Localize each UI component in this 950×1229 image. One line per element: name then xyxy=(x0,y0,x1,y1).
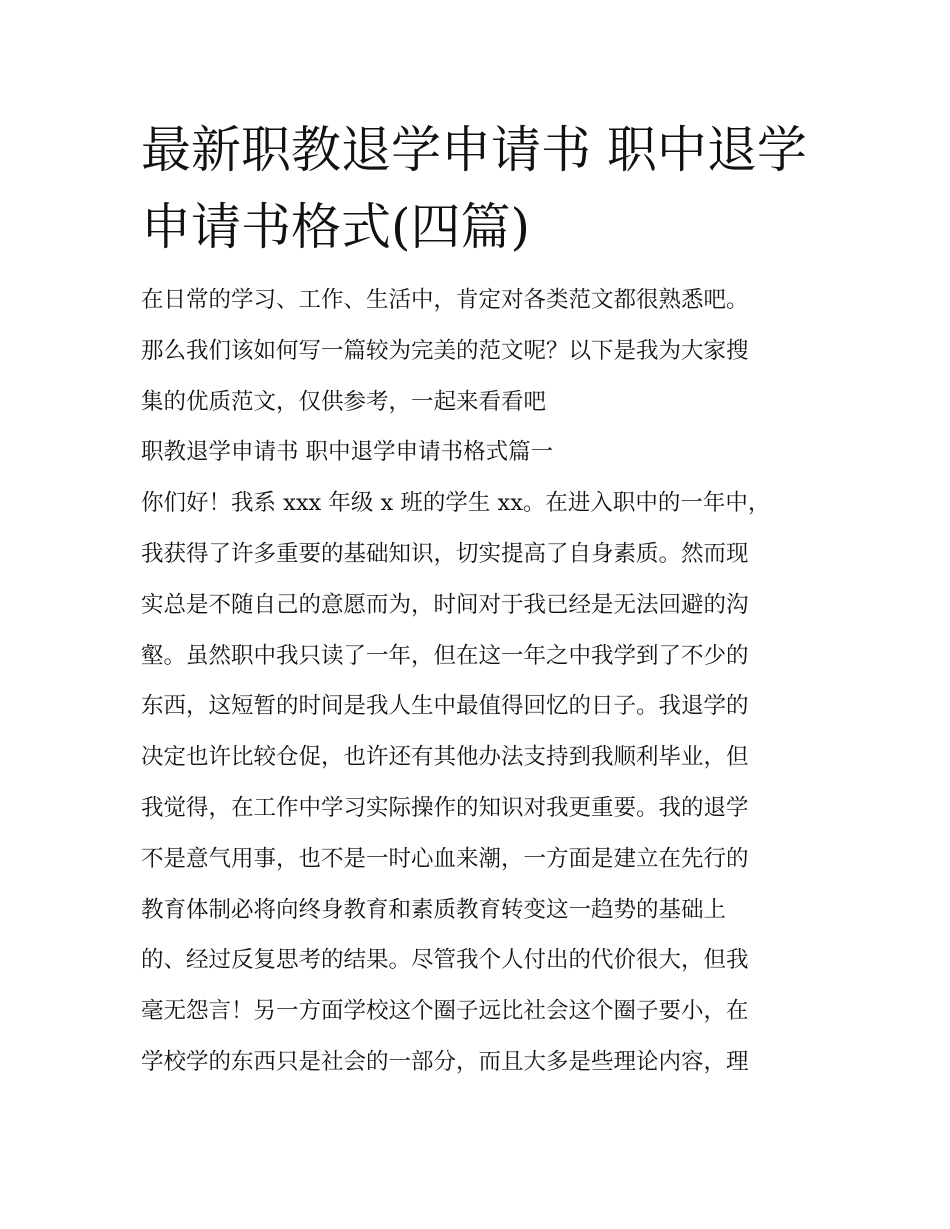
body-line: 你们好！我系 xxx 年级 x 班的学生 xx。在进入职中的一年中， xyxy=(141,490,771,517)
body-line: 学校学的东西只是社会的一部分，而且大多是些理论内容，理 xyxy=(141,1048,749,1075)
section-heading: 职教退学申请书 职中退学申请书格式篇一 xyxy=(141,439,554,466)
body-line: 我觉得，在工作中学习实际操作的知识对我更重要。我的退学 xyxy=(141,794,749,821)
document-title xyxy=(141,112,821,266)
body-line: 毫无怨言！另一方面学校这个圈子远比社会这个圈子要小，在 xyxy=(141,998,749,1025)
body-line: 东西，这短暂的时间是我人生中最值得回忆的日子。我退学的 xyxy=(141,693,749,720)
body-line: 实总是不随自己的意愿而为，时间对于我已经是无法回避的沟 xyxy=(141,591,749,618)
body-line: 那么我们该如何写一篇较为完美的范文呢？以下是我为大家搜 xyxy=(141,337,749,364)
body-line: 壑。虽然职中我只读了一年，但在这一年之中我学到了不少的 xyxy=(141,642,749,669)
body-line: 集的优质范文，仅供参考，一起来看看吧 xyxy=(141,388,547,415)
body-line: 的、经过反复思考的结果。尽管我个人付出的代价很大，但我 xyxy=(141,947,749,974)
document-body xyxy=(141,278,821,1091)
body-line: 决定也许比较仓促，也许还有其他办法支持到我顺利毕业，但 xyxy=(141,744,749,771)
body-line: 教育体制必将向终身教育和素质教育转变这一趋势的基础上 xyxy=(141,896,727,923)
title-line-2: 申请书格式(四篇) xyxy=(141,198,531,256)
body-line: 不是意气用事，也不是一时心血来潮，一方面是建立在先行的 xyxy=(141,845,749,872)
body-line: 我获得了许多重要的基础知识，切实提高了自身素质。然而现 xyxy=(141,540,749,567)
title-line-1: 最新职教退学申请书 职中退学 xyxy=(141,121,807,179)
body-line: 在日常的学习、工作、生活中，肯定对各类范文都很熟悉吧。 xyxy=(141,287,749,313)
